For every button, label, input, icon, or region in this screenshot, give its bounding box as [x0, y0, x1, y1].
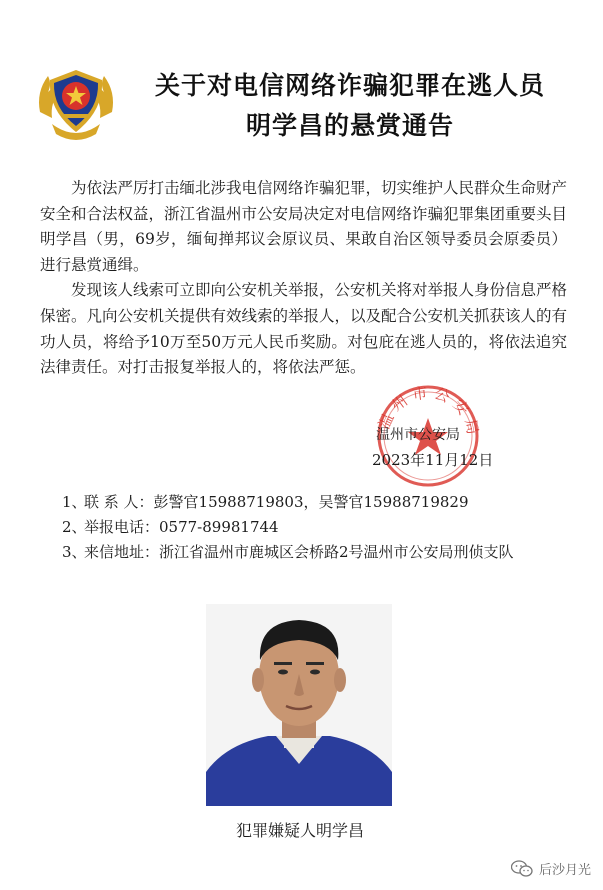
wechat-icon	[511, 860, 533, 878]
photo-caption: 犯罪嫌疑人明学昌	[235, 821, 364, 840]
police-emblem-icon	[30, 62, 122, 146]
issuer-name: 温州市公安局	[376, 427, 460, 443]
notice-body	[40, 176, 567, 381]
title-line-1: 关于对电信网络诈骗犯罪在逃人员	[154, 71, 545, 100]
watermark-text: 后沙月光	[538, 863, 591, 878]
contact-item: 1、 联 系 人：彭警官15988719803，吴警官15988719829	[62, 490, 567, 515]
page-title	[130, 66, 570, 146]
title-line-2: 明学昌的悬赏通告	[245, 111, 454, 140]
watermark	[511, 859, 591, 878]
issue-date: 2023年11月12日	[372, 451, 494, 469]
report-phone: 举报电话：0577-89981744	[84, 518, 279, 536]
contact-item: 3、 来信地址：浙江省温州市鹿城区会桥路2号温州市公安局刑侦支队	[62, 540, 567, 565]
mailing-address: 来信地址：浙江省温州市鹿城区会桥路2号温州市公安局刑侦支队	[84, 543, 514, 561]
paragraph-2: 发现该人线索可立即向公安机关举报，公安机关将对举报人身份信息严格保密。凡向公安机关提供有效线索的举报人，以及配合公安机关抓获该人的有功人员，将给予10万至50万元人民币奖励。对包庇在逃人员的，将依法追究法律责任。对打击报复举报人的，将依法严惩。	[40, 281, 568, 377]
contact-list	[62, 490, 567, 565]
contact-item: 2、 举报电话：0577-89981744	[62, 515, 567, 540]
svg-text:温州市公安局: 温州市公安局	[374, 383, 483, 441]
paragraph-1: 为依法严厉打击缅北涉我电信网络诈骗犯罪，切实维护人民群众生命财产安全和合法权益，浙江省温州市公安局决定对电信网络诈骗犯罪集团重要头目明学昌（男，69岁，缅甸掸邦议会原议员、果敢自治区领导委员会原委员）进行悬赏通缉。	[40, 179, 568, 274]
contact-persons: 联 系 人：彭警官15988719803，吴警官15988719829	[84, 493, 469, 511]
suspect-photo	[206, 604, 392, 806]
